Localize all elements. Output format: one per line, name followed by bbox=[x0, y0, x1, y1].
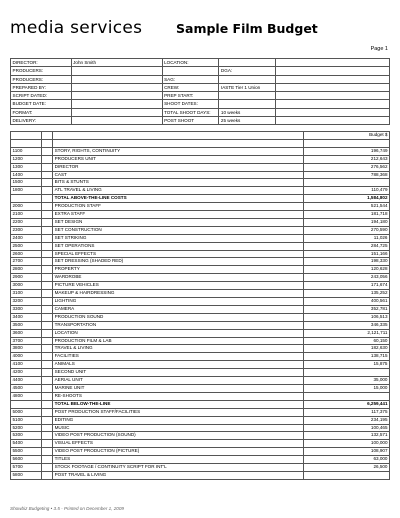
account-code: 5600 bbox=[11, 456, 42, 464]
spacer-cell bbox=[42, 432, 53, 440]
account-code: 2900 bbox=[11, 274, 42, 282]
spacer-cell bbox=[42, 353, 53, 361]
spacer-cell bbox=[42, 187, 53, 195]
account-description: PRODUCTION FILM & LAB bbox=[53, 337, 304, 345]
info-row bbox=[11, 108, 390, 116]
budget-amount: 243,056 bbox=[303, 274, 389, 282]
account-code: 2600 bbox=[11, 250, 42, 258]
info-label: FORMAT: bbox=[11, 108, 72, 116]
account-description: SET DESIGN bbox=[53, 218, 304, 226]
account-code: 2200 bbox=[11, 218, 42, 226]
budget-amount: 132,571 bbox=[303, 432, 389, 440]
account-description: STOCK FOOTAGE / CONTINUITY SCRIPT FOR INT'L bbox=[53, 464, 304, 472]
spacer-cell bbox=[42, 416, 53, 424]
budget-row bbox=[11, 329, 390, 337]
account-description: PRODUCTION SOUND bbox=[53, 313, 304, 321]
budget-amount: 100,000 bbox=[303, 440, 389, 448]
account-description: VISUAL EFFECTS bbox=[53, 440, 304, 448]
spacer-cell bbox=[42, 203, 53, 211]
spacer-cell bbox=[42, 282, 53, 290]
budget-row bbox=[11, 345, 390, 353]
account-description: TRANSPORTATION bbox=[53, 321, 304, 329]
budget-row bbox=[11, 258, 390, 266]
budget-amount: 788,368 bbox=[303, 171, 389, 179]
info-value bbox=[276, 59, 390, 67]
budget-row bbox=[11, 464, 390, 472]
info-label: SHOOT DATES: bbox=[162, 100, 219, 108]
account-code: 2100 bbox=[11, 211, 42, 219]
budget-row bbox=[11, 384, 390, 392]
budget-row bbox=[11, 203, 390, 211]
account-code: 5500 bbox=[11, 448, 42, 456]
account-code: 1200 bbox=[11, 155, 42, 163]
account-code: 5800 bbox=[11, 471, 42, 479]
budget-header-row bbox=[11, 132, 390, 140]
spacer-cell bbox=[42, 147, 53, 155]
info-value bbox=[276, 83, 390, 91]
header-code-cell bbox=[11, 132, 42, 140]
budget-row bbox=[11, 432, 390, 440]
budget-amount: 194,180 bbox=[303, 218, 389, 226]
budget-amount: 181,718 bbox=[303, 211, 389, 219]
spacer-cell bbox=[42, 361, 53, 369]
info-label: LOCATION: bbox=[162, 59, 219, 67]
budget-table bbox=[10, 131, 390, 480]
budget-row bbox=[11, 392, 390, 400]
info-value bbox=[71, 75, 162, 83]
info-value bbox=[71, 67, 162, 75]
account-description: ANIMALS bbox=[53, 361, 304, 369]
account-description: FACILITIES bbox=[53, 353, 304, 361]
account-description: MUSIC bbox=[53, 424, 304, 432]
info-row bbox=[11, 75, 390, 83]
info-label: DIRECTOR: bbox=[11, 59, 72, 67]
account-description: PRODUCERS UNIT bbox=[53, 155, 304, 163]
account-description: SPECIAL EFFECTS bbox=[53, 250, 304, 258]
info-label bbox=[162, 67, 219, 75]
budget-amount: 100,465 bbox=[303, 424, 389, 432]
budget-column-header: Budget $ bbox=[303, 132, 389, 140]
budget-amount: 15,000 bbox=[303, 384, 389, 392]
production-info-table bbox=[10, 58, 390, 125]
account-code: 1300 bbox=[11, 163, 42, 171]
budget-row bbox=[11, 211, 390, 219]
budget-amount: 35,000 bbox=[303, 377, 389, 385]
budget-row bbox=[11, 242, 390, 250]
budget-row bbox=[11, 408, 390, 416]
budget-row bbox=[11, 298, 390, 306]
account-description: VIDEO POST PRODUCTION (PICTURE) bbox=[53, 448, 304, 456]
account-code: 3600 bbox=[11, 329, 42, 337]
account-code: 3300 bbox=[11, 305, 42, 313]
info-value: IASTE Tier 1 Union bbox=[219, 83, 276, 91]
account-code bbox=[11, 195, 42, 203]
budget-amount: 6,259,441 bbox=[303, 400, 389, 408]
budget-row bbox=[11, 456, 390, 464]
info-label: PRODUCERS: bbox=[11, 75, 72, 83]
account-code: 2500 bbox=[11, 242, 42, 250]
account-code: 2000 bbox=[11, 203, 42, 211]
budget-amount: 346,335 bbox=[303, 321, 389, 329]
budget-row bbox=[11, 266, 390, 274]
budget-row bbox=[11, 155, 390, 163]
account-code: 5300 bbox=[11, 432, 42, 440]
budget-amount: 151,166 bbox=[303, 250, 389, 258]
budget-amount: 120,628 bbox=[303, 266, 389, 274]
budget-amount: 1,584,802 bbox=[303, 195, 389, 203]
budget-row bbox=[11, 424, 390, 432]
account-description: EDITING bbox=[53, 416, 304, 424]
info-row bbox=[11, 67, 390, 75]
spacer-cell bbox=[42, 305, 53, 313]
account-description: SECOND UNIT bbox=[53, 369, 304, 377]
account-description: BITS & STUNTS bbox=[53, 179, 304, 187]
spacer-cell bbox=[42, 250, 53, 258]
info-value bbox=[276, 67, 390, 75]
spacer-cell bbox=[42, 440, 53, 448]
budget-amount: 11,026 bbox=[303, 234, 389, 242]
spacer-cell bbox=[42, 369, 53, 377]
info-row bbox=[11, 100, 390, 108]
account-code: 3200 bbox=[11, 298, 42, 306]
account-description: STORY, RIGHTS, CONTINUITY bbox=[53, 147, 304, 155]
account-description: WARDROBE bbox=[53, 274, 304, 282]
info-value bbox=[276, 108, 390, 116]
info-row bbox=[11, 83, 390, 91]
spacer-cell bbox=[42, 266, 53, 274]
info-label: PREPARED BY: bbox=[11, 83, 72, 91]
spacer-cell bbox=[42, 195, 53, 203]
spacer-cell bbox=[42, 242, 53, 250]
account-code: 5000 bbox=[11, 408, 42, 416]
budget-row bbox=[11, 471, 390, 479]
spacer-cell bbox=[42, 139, 53, 147]
spacer-cell bbox=[42, 408, 53, 416]
info-label: CREW: bbox=[162, 83, 219, 91]
info-label: DELIVERY: bbox=[11, 117, 72, 125]
account-description: CAMERA bbox=[53, 305, 304, 313]
spacer-cell bbox=[42, 171, 53, 179]
account-code: 4100 bbox=[11, 361, 42, 369]
spacer-cell bbox=[42, 400, 53, 408]
info-label: TOTAL SHOOT DAYS: bbox=[162, 108, 219, 116]
budget-amount: 400,561 bbox=[303, 298, 389, 306]
budget-amount bbox=[303, 139, 389, 147]
account-code: 4500 bbox=[11, 384, 42, 392]
budget-amount: 117,375 bbox=[303, 408, 389, 416]
footer-note: Showbiz Budgeting • 3.5 - Printed on December 1, 2009 bbox=[10, 506, 124, 511]
info-label: POST SHOOT bbox=[162, 117, 219, 125]
budget-amount: 15,875 bbox=[303, 361, 389, 369]
account-description: DIRECTOR bbox=[53, 163, 304, 171]
budget-amount: 135,252 bbox=[303, 290, 389, 298]
spacer-cell bbox=[42, 384, 53, 392]
info-label: PRODUCERS: bbox=[11, 67, 72, 75]
budget-amount: 26,500 bbox=[303, 464, 389, 472]
budget-row bbox=[11, 377, 390, 385]
budget-row bbox=[11, 179, 390, 187]
spacer-cell bbox=[42, 274, 53, 282]
info-value bbox=[276, 75, 390, 83]
account-code: 1100 bbox=[11, 147, 42, 155]
budget-row bbox=[11, 337, 390, 345]
budget-amount: 110,479 bbox=[303, 187, 389, 195]
spacer-cell bbox=[42, 313, 53, 321]
account-description: POST TRAVEL & LIVING bbox=[53, 471, 304, 479]
account-description: CAST bbox=[53, 171, 304, 179]
budget-row bbox=[11, 361, 390, 369]
account-code: 3800 bbox=[11, 345, 42, 353]
account-code bbox=[11, 139, 42, 147]
budget-amount: 108,907 bbox=[303, 448, 389, 456]
account-description: SET OPERATIONS bbox=[53, 242, 304, 250]
budget-row bbox=[11, 250, 390, 258]
account-description: AERIAL UNIT bbox=[53, 377, 304, 385]
spacer-cell bbox=[42, 163, 53, 171]
account-description: SET CONSTRUCTION bbox=[53, 226, 304, 234]
spacer-cell bbox=[42, 211, 53, 219]
account-code: 5100 bbox=[11, 416, 42, 424]
spacer-cell bbox=[42, 464, 53, 472]
account-code: 3400 bbox=[11, 313, 42, 321]
account-code: 4200 bbox=[11, 369, 42, 377]
spacer-cell bbox=[42, 226, 53, 234]
budget-row bbox=[11, 226, 390, 234]
spacer-cell bbox=[42, 258, 53, 266]
account-code: 3000 bbox=[11, 282, 42, 290]
account-code: 3500 bbox=[11, 321, 42, 329]
spacer-cell bbox=[42, 448, 53, 456]
budget-amount bbox=[303, 392, 389, 400]
account-description: PRODUCTION STAFF bbox=[53, 203, 304, 211]
info-row bbox=[11, 59, 390, 67]
budget-amount: 138,715 bbox=[303, 353, 389, 361]
account-code: 3100 bbox=[11, 290, 42, 298]
info-value: 10 weeks bbox=[219, 108, 276, 116]
budget-amount bbox=[303, 179, 389, 187]
info-row bbox=[11, 117, 390, 125]
info-label: SCRIPT DATED: bbox=[11, 92, 72, 100]
budget-amount: 234,195 bbox=[303, 416, 389, 424]
account-description: TOTAL BELOW-THE-LINE bbox=[53, 400, 304, 408]
spacer-cell bbox=[42, 234, 53, 242]
info-label: PREP START: bbox=[162, 92, 219, 100]
budget-row bbox=[11, 147, 390, 155]
budget-row bbox=[11, 369, 390, 377]
budget-row bbox=[11, 416, 390, 424]
account-code: 2700 bbox=[11, 258, 42, 266]
account-description: PROPERTY bbox=[53, 266, 304, 274]
spacer-cell bbox=[42, 329, 53, 337]
budget-row bbox=[11, 313, 390, 321]
info-value bbox=[276, 100, 390, 108]
budget-row bbox=[11, 282, 390, 290]
info-value bbox=[219, 100, 276, 108]
budget-row bbox=[11, 290, 390, 298]
account-description: SET STRIKING bbox=[53, 234, 304, 242]
account-code: 2300 bbox=[11, 226, 42, 234]
account-code: 2800 bbox=[11, 266, 42, 274]
account-code bbox=[11, 400, 42, 408]
account-code: 3700 bbox=[11, 337, 42, 345]
spacer-cell bbox=[42, 345, 53, 353]
account-code: 1800 bbox=[11, 187, 42, 195]
info-value: DGA: bbox=[219, 67, 276, 75]
info-value bbox=[219, 59, 276, 67]
info-value bbox=[219, 92, 276, 100]
info-label: BUDGET DATE: bbox=[11, 100, 72, 108]
spacer-cell bbox=[42, 179, 53, 187]
account-description: TITLES bbox=[53, 456, 304, 464]
account-description: MARINE UNIT bbox=[53, 384, 304, 392]
spacer-cell bbox=[42, 155, 53, 163]
budget-row bbox=[11, 274, 390, 282]
spacer-cell bbox=[42, 471, 53, 479]
spacer-cell bbox=[42, 392, 53, 400]
budget-amount: 106,513 bbox=[303, 313, 389, 321]
budget-amount: 171,674 bbox=[303, 282, 389, 290]
info-value: John Smith bbox=[71, 59, 162, 67]
spacer-cell bbox=[42, 218, 53, 226]
info-value bbox=[71, 117, 162, 125]
budget-amount bbox=[303, 369, 389, 377]
budget-amount bbox=[303, 471, 389, 479]
budget-row bbox=[11, 171, 390, 179]
account-description bbox=[53, 139, 304, 147]
info-value bbox=[219, 75, 276, 83]
budget-row bbox=[11, 139, 390, 147]
budget-total-row bbox=[11, 195, 390, 203]
budget-amount: 182,630 bbox=[303, 345, 389, 353]
budget-amount: 63,000 bbox=[303, 456, 389, 464]
account-code: 4000 bbox=[11, 353, 42, 361]
header-desc-cell bbox=[53, 132, 304, 140]
budget-row bbox=[11, 353, 390, 361]
account-description: LOCATION bbox=[53, 329, 304, 337]
spacer-cell bbox=[42, 377, 53, 385]
account-code: 4800 bbox=[11, 392, 42, 400]
info-value bbox=[71, 83, 162, 91]
spacer-cell bbox=[42, 298, 53, 306]
header-spacer-cell bbox=[42, 132, 53, 140]
info-value: 25 weeks bbox=[219, 117, 276, 125]
page-title: Sample Film Budget bbox=[176, 21, 318, 36]
account-description: RE-SHOOTS bbox=[53, 392, 304, 400]
account-description: TRAVEL & LIVING bbox=[53, 345, 304, 353]
account-description: POST PRODUCTION STAFF/FACILITIES bbox=[53, 408, 304, 416]
budget-amount: 270,590 bbox=[303, 226, 389, 234]
info-value bbox=[71, 92, 162, 100]
info-value bbox=[71, 108, 162, 116]
budget-amount: 521,544 bbox=[303, 203, 389, 211]
spacer-cell bbox=[42, 290, 53, 298]
account-code: 1400 bbox=[11, 171, 42, 179]
page-number: Page 1 bbox=[370, 46, 388, 52]
budget-row bbox=[11, 448, 390, 456]
budget-row bbox=[11, 163, 390, 171]
account-code: 4400 bbox=[11, 377, 42, 385]
budget-row bbox=[11, 440, 390, 448]
budget-amount: 284,725 bbox=[303, 242, 389, 250]
account-description: EXTRA STAFF bbox=[53, 211, 304, 219]
account-description: MAKEUP & HAIRDRESSING bbox=[53, 290, 304, 298]
spacer-cell bbox=[42, 424, 53, 432]
budget-row bbox=[11, 187, 390, 195]
account-description: ATL TRAVEL & LIVING bbox=[53, 187, 304, 195]
account-code: 5200 bbox=[11, 424, 42, 432]
account-description: SET DRESSING (SHADED RED) bbox=[53, 258, 304, 266]
budget-amount: 60,150 bbox=[303, 337, 389, 345]
account-description: VIDEO POST PRODUCTION (SOUND) bbox=[53, 432, 304, 440]
account-description: TOTAL ABOVE-THE-LINE COSTS bbox=[53, 195, 304, 203]
account-code: 5700 bbox=[11, 464, 42, 472]
budget-row bbox=[11, 234, 390, 242]
spacer-cell bbox=[42, 456, 53, 464]
budget-amount: 276,562 bbox=[303, 163, 389, 171]
budget-amount: 2,121,711 bbox=[303, 329, 389, 337]
account-code: 2400 bbox=[11, 234, 42, 242]
account-code: 1500 bbox=[11, 179, 42, 187]
account-code: 5400 bbox=[11, 440, 42, 448]
spacer-cell bbox=[42, 337, 53, 345]
info-value bbox=[71, 100, 162, 108]
budget-amount: 198,330 bbox=[303, 258, 389, 266]
info-row bbox=[11, 92, 390, 100]
budget-amount: 212,643 bbox=[303, 155, 389, 163]
budget-row bbox=[11, 305, 390, 313]
account-description: LIGHTING bbox=[53, 298, 304, 306]
account-description: PICTURE VEHICLES bbox=[53, 282, 304, 290]
info-value bbox=[276, 117, 390, 125]
spacer-cell bbox=[42, 321, 53, 329]
company-logo: media services bbox=[10, 18, 143, 38]
info-value bbox=[276, 92, 390, 100]
budget-row bbox=[11, 321, 390, 329]
budget-amount: 196,749 bbox=[303, 147, 389, 155]
budget-total-row bbox=[11, 400, 390, 408]
info-label: SAG: bbox=[162, 75, 219, 83]
budget-row bbox=[11, 218, 390, 226]
budget-amount: 352,781 bbox=[303, 305, 389, 313]
